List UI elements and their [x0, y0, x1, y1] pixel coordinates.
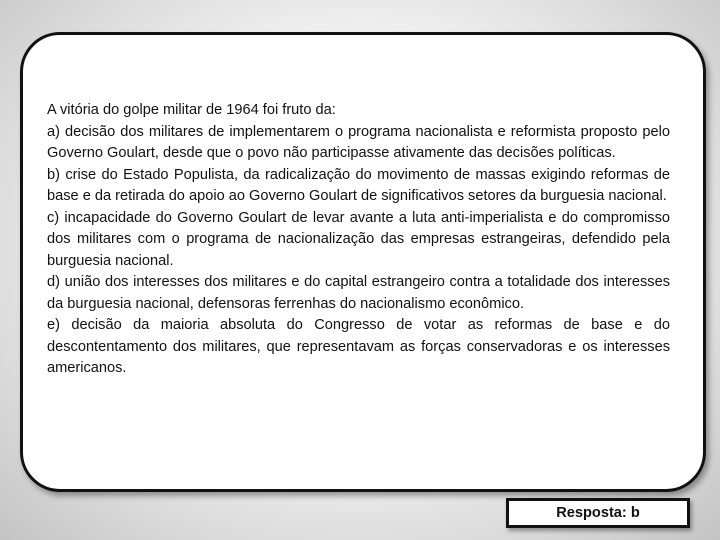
answer-box: [506, 498, 690, 528]
option-a: a) decisão dos militares de implementarem o programa nacionalista e reformista proposto pelo Governo Goulart, desde que o povo não participasse ativamente das decisões políticas.: [47, 123, 670, 161]
question-stem: A vitória do golpe militar de 1964 foi fruto da:: [47, 102, 336, 118]
option-e: e) decisão da maioria absoluta do Congresso de votar as reformas de base e do descontentamento dos militares, que representavam as forças conservadoras e os interesses americanos.: [47, 317, 670, 376]
option-c: c) incapacidade do Governo Goulart de levar avante a luta anti-imperialista e do compromisso dos militares com o programa de nacionalização das empresas estrangeiras, defendido pela burguesia nacional.: [47, 209, 670, 269]
question-text-block: [47, 100, 670, 380]
option-b: b) crise do Estado Populista, da radicalização do movimento de massas exigindo reformas de base e da retirada do apoio ao Governo Goulart de significativos setores da burguesia nacional.: [47, 166, 670, 204]
answer-label: Resposta: b: [556, 505, 640, 521]
option-d: d) união dos interesses dos militares e do capital estrangeiro contra a totalidade dos interesses da burguesia nacional, defensoras ferrenhas do nacionalismo econômico.: [47, 274, 670, 312]
